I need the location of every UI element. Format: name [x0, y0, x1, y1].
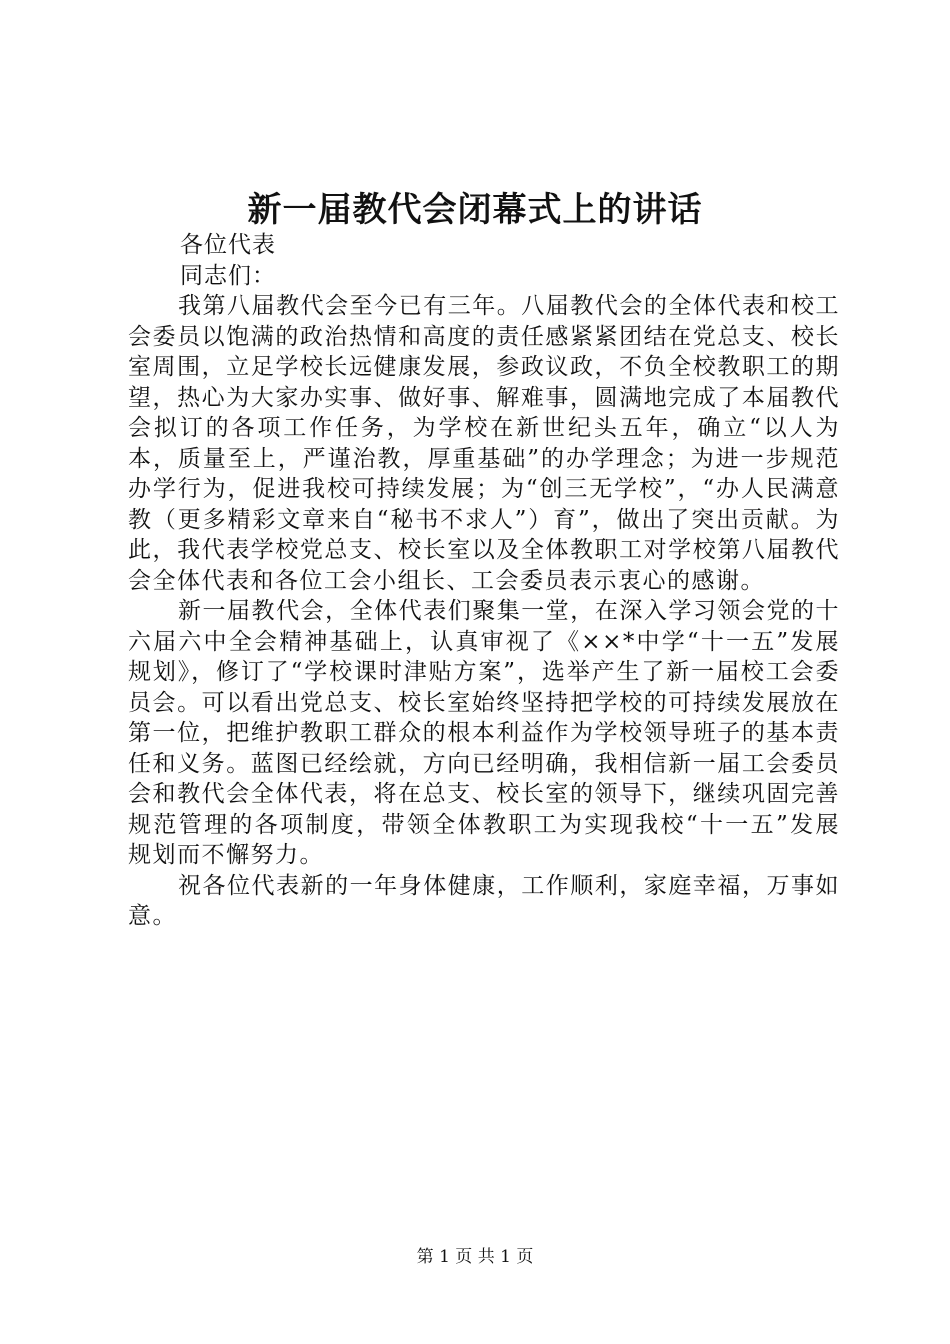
paragraph-new-session: 新一届教代会，全体代表们聚集一堂，在深入学习领会党的十六届六中全会精神基础上，认真审视了《××*中学“十一五”发展规划》，修订了“学校课时津贴方案”，选举产生了新一届校工会委员会。可以看出党总支、校长室始终坚持把学校的可持续发展放在第一位，把维护教职工群众的根本利益作为学校领导班子的基本责任和义务。蓝图已经绘就，方向已经明确，我相信新一届工会委员会和教代会全体代表，将在总支、校长室的领导下，继续巩固完善规范管理的各项制度，带领全体教职工为实现我校“十一五”发展规划而不懈努力。 [128, 598, 840, 868]
document-title: 新一届教代会闭幕式上的讲话 [247, 190, 703, 230]
salutation-delegates: 各位代表 [180, 232, 276, 258]
page-number-footer: 第 1 页 共 1 页 [416, 1247, 534, 1267]
paragraph-wishes: 祝各位代表新的一年身体健康，工作顺利，家庭幸福，万事如意。 [128, 872, 840, 929]
salutation-comrades: 同志们： [180, 262, 276, 289]
paragraph-review: 我第八届教代会至今已有三年。八届教代会的全体代表和校工会委员以饱满的政治热情和高度的责任感紧紧团结在党总支、校长室周围，立足学校长远健康发展，参政议政，不负全校教职工的期望，热心为大家办实事、做好事、解难事，圆满地完成了本届教代会拟订的各项工作任务，为学校在新世纪头五年，确立“以人为本，质量至上，严谨治教，厚重基础”的办学理念；为进一步规范办学行为，促进我校可持续发展；为“创三无学校”，“办人民满意教（更多精彩文章来自“秘书不求人”）育”，做出了突出贡献。为此，我代表学校党总支、校长室以及全体教职工对学校第八届教代会全体代表和各位工会小组长、工会委员表示衷心的感谢。 [128, 293, 840, 594]
document-body [128, 230, 840, 932]
